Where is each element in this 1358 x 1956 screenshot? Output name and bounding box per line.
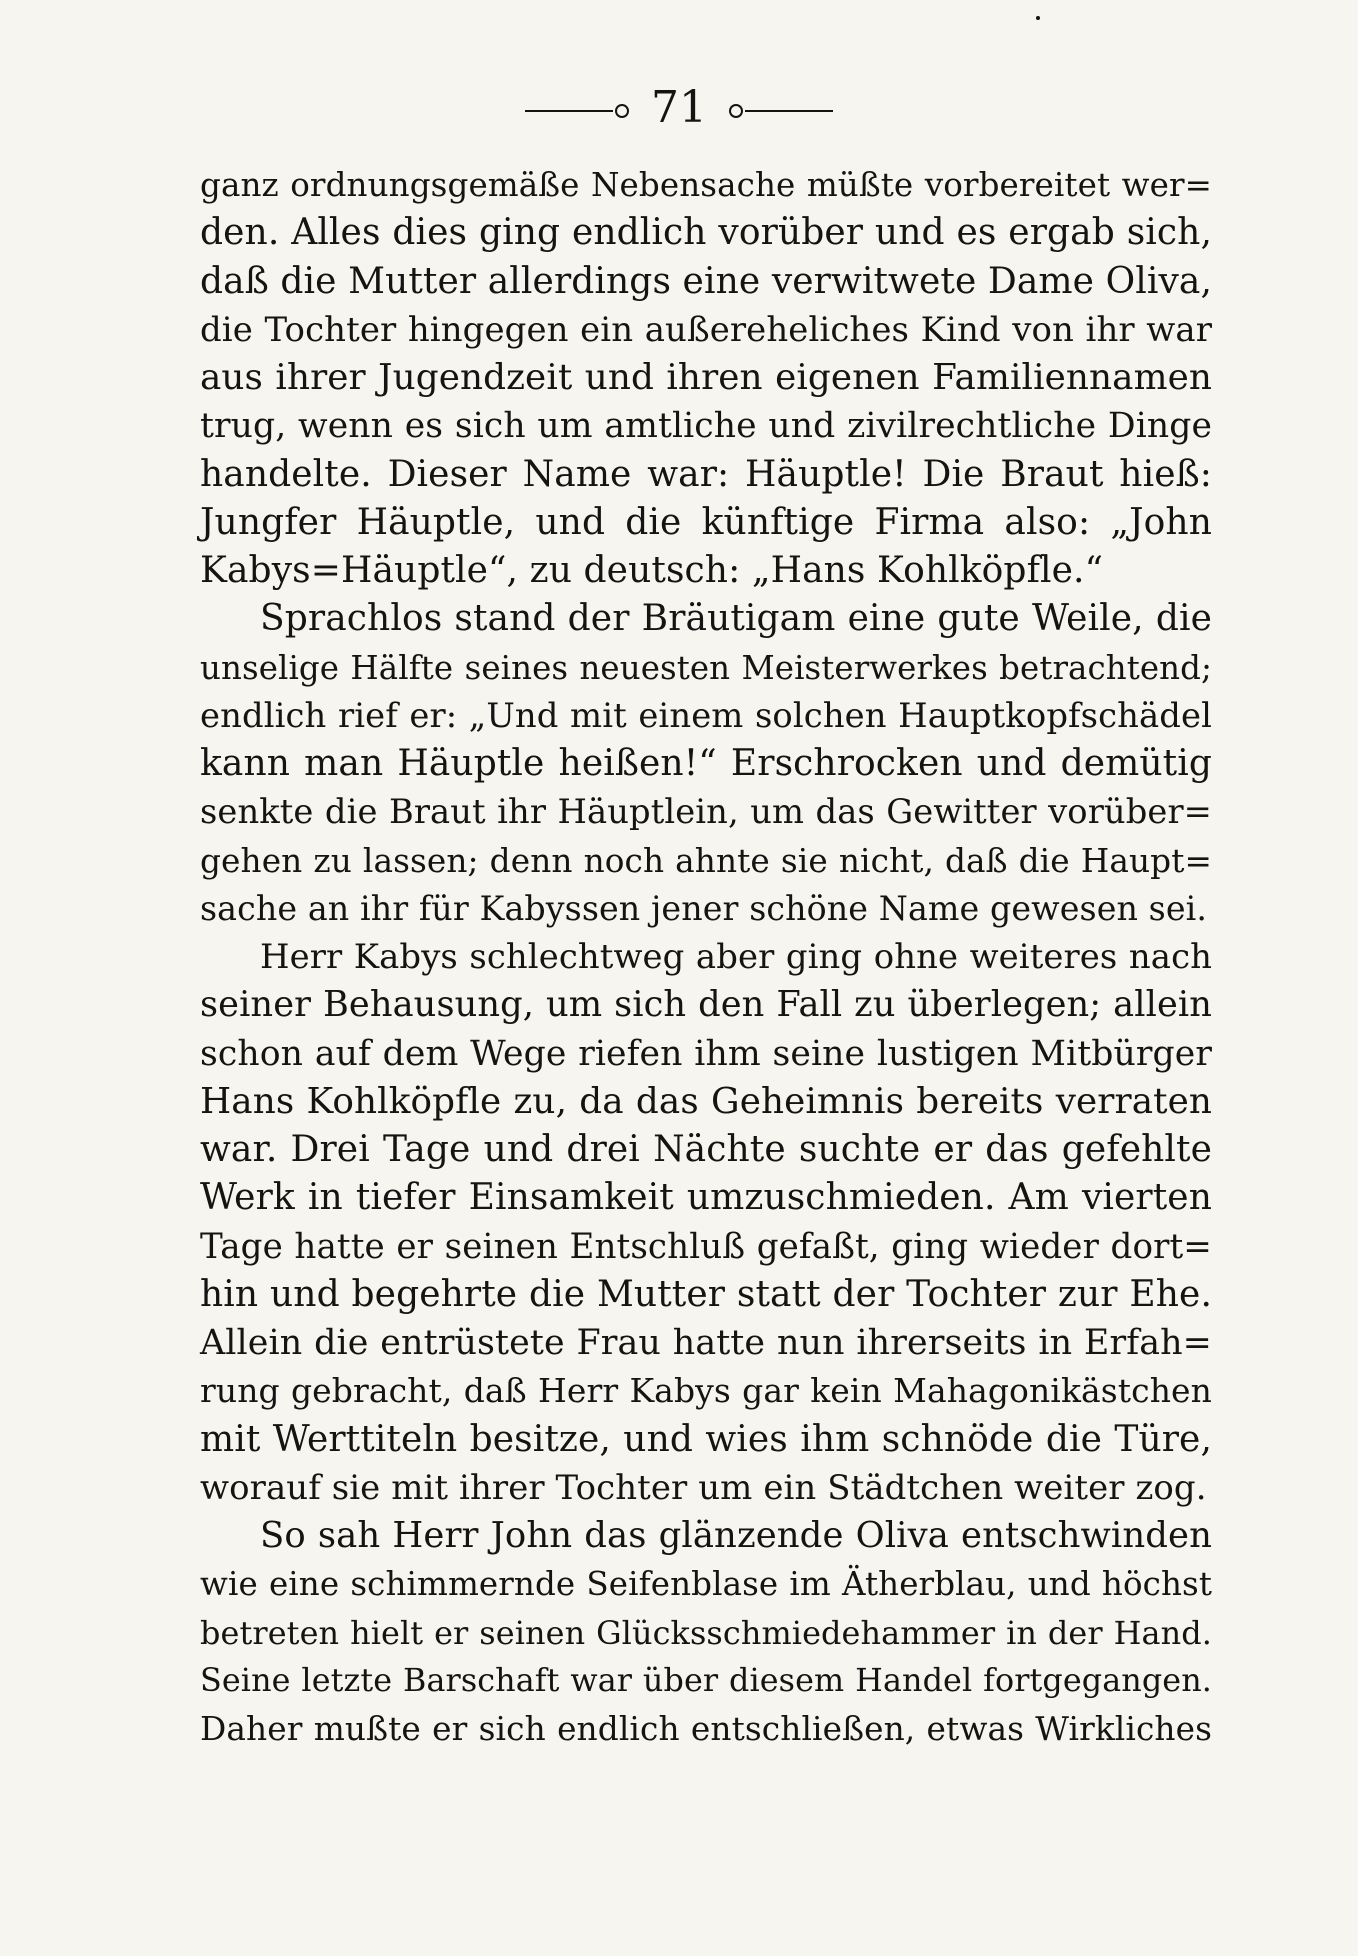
page-header [0,78,1358,138]
text-line: Seine letzte Barschaft war über diesem Handel fortgegangen. [200,1661,1212,1699]
text-line: kann man Häuptle heißen!“ Erschrocken und demütig [200,743,1212,784]
text-line: Jungfer Häuptle, und die künftige Firma also: „John [200,501,1212,543]
text-line: Kabys=Häuptle“, zu deutsch: „Hans Kohlköpfle.“ [200,550,1104,591]
text-line: Herr Kabys schlechtweg aber ging ohne weiteres nach [260,937,1212,976]
text-line: betreten hielt er seinen Glücksschmiedehammer in der Hand. [200,1613,1212,1652]
body-text [200,161,1212,1753]
header-rule-left [525,110,613,112]
text-line: Tage hatte er seinen Entschluß gefaßt, ging wieder dort= [200,1226,1212,1267]
text-line: Allein die entrüstete Frau hatte nun ihrerseits in Erfah= [200,1323,1212,1363]
ink-speck [1036,16,1040,20]
text-line: wie eine schimmernde Seifenblase im Ätherblau, und höchst [200,1565,1212,1604]
text-line: sache an ihr für Kabyssen jener schöne Name gewesen sei. [200,888,1208,928]
text-line: unselige Hälfte seines neuesten Meisterwerkes betrachtend; [200,648,1212,687]
header-ornament-right [729,104,743,118]
text-line: die Tochter hingegen ein außereheliches Kind von ihr war [200,309,1212,349]
text-line: Werk in tiefer Einsamkeit umzuschmieden. Am vierten [200,1177,1212,1219]
text-line: mit Werttiteln besitze, und wies ihm schnöde die Türe, [200,1418,1212,1460]
text-line: endlich rief er: „Und mit einem solchen Hauptkopfschädel [200,695,1212,735]
text-line: war. Drei Tage und drei Nächte suchte er das gefehlte [200,1129,1212,1170]
text-line: aus ihrer Jugendzeit und ihren eigenen Familiennamen [200,357,1212,398]
text-line: ganz ordnungsgemäße Nebensache müßte vorbereitet wer= [200,166,1212,204]
text-line: seiner Behausung, um sich den Fall zu überlegen; allein [200,984,1212,1026]
text-line: schon auf dem Wege riefen ihm seine lustigen Mitbürger [200,1033,1212,1074]
text-line: worauf sie mit ihrer Tochter um ein Städtchen weiter zog. [200,1467,1207,1507]
text-line: den. Alles dies ging endlich vorüber und es ergab sich, [200,212,1212,254]
text-line: Sprachlos stand der Bräutigam eine gute Weile, die [260,598,1212,640]
text-line: Daher mußte er sich endlich entschließen, etwas Wirkliches [200,1710,1212,1748]
header-rule-right [745,110,833,112]
page-number: 71 [651,82,707,133]
text-line: senkte die Braut ihr Häuptlein, um das Gewitter vorüber= [200,792,1212,832]
text-line: hin und begehrte die Mutter statt der Tochter zur Ehe. [200,1273,1212,1315]
text-line: handelte. Dieser Name war: Häuptle! Die Braut hieß: [200,453,1212,495]
text-line: trug, wenn es sich um amtliche und zivilrechtliche Dinge [200,406,1212,447]
text-line: So sah Herr John das glänzende Oliva entschwinden [260,1515,1212,1556]
text-line: gehen zu lassen; denn noch ahnte sie nicht, daß die Haupt= [200,841,1212,880]
text-line: rung gebracht, daß Herr Kabys gar kein Mahagonikästchen [200,1371,1212,1411]
text-line: Hans Kohlköpfle zu, da das Geheimnis bereits verraten [200,1080,1212,1122]
text-line: daß die Mutter allerdings eine verwitwete Dame Oliva, [200,260,1212,302]
header-ornament-left [615,104,629,118]
